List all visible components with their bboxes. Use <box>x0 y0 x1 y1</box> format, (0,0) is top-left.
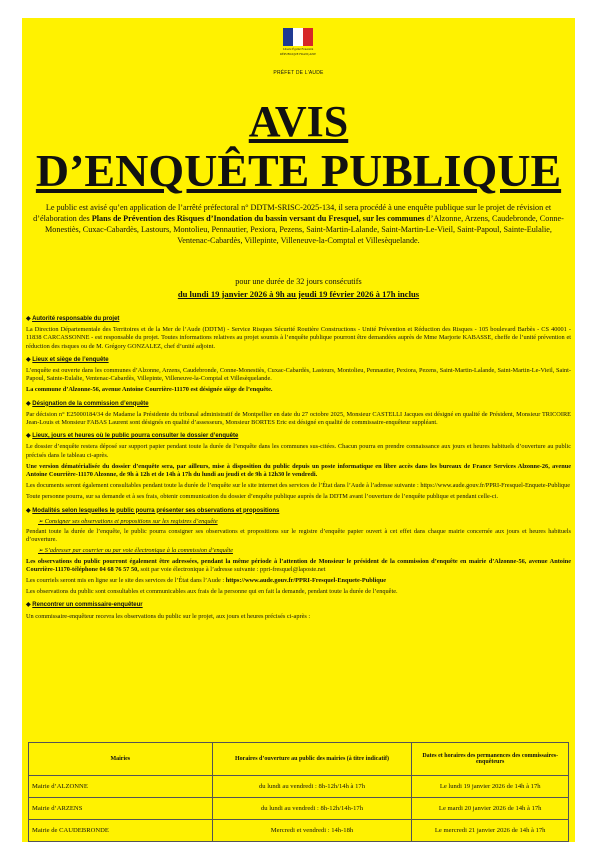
table-cell: Mairie de CAUDEBRONDE <box>29 820 213 842</box>
table-row <box>29 820 569 842</box>
enquete-dates: du lundi 19 janvier 2026 à 9h au jeudi 19 février 2026 à 17h inclus <box>177 289 420 299</box>
table-cell: du lundi au vendredi : 8h-12h/14h à 17h <box>212 776 412 798</box>
header-permanences: Dates et horaires des permanences des commissaires-enquêteurs <box>412 743 569 776</box>
motto: Liberté Égalité Fraternité <box>282 47 314 51</box>
rencontre-text: Un commissaire-enquêteur recevra les observations du public sur le projet, aux jours et heures précisés ci-après : <box>26 612 311 620</box>
consultation-text: Le dossier d’enquête restera déposé sur support papier pendant toute la durée de l’enquête dans les communes sus-citées. Chacun pourra en prendre connaissance aux jours et heures habituels d’ouverture au public précisés dans le tableau ci-après. <box>26 443 571 459</box>
digital-text: Une version dématérialisée du dossier d’enquête sera, par ailleurs, mise à disposition du public depuis un poste informatique en libre accès dans les bureaux de France Services Alzonne-26, avenue Antoine Courrière-11170 Alzonne, de 9h à 12h et de 14h à 17h du lundi au jeudi et de 9h à 12h30 le vendredi. <box>26 462 571 479</box>
courrier-text: Les observations du public pourront également être adressées, pendant la même période à l’attention de Monsieur le président de la commission d’enquête en mairie d’Alzonne-56, avenue Antoine Courrière-11170-téléphone 04 68 76 57 50, soit par voie électronique à l’adresse suivante : ppri-fresquel@laposte.net <box>26 557 571 573</box>
table-cell: Mercredi et vendredi : 14h-18h <box>212 820 412 842</box>
registres-text: Pendant toute la durée de l’enquête, le public pourra consigner ses observations et propositions sur le registre d’enquête papier ouvert à cet effet dans chaque mairie concernée aux jours et heures habituels d’ouverture. <box>26 528 571 544</box>
intro-bold: Plans de Prévention des Risques d’Inondation du bassin versant du Fresquel, sur les communes <box>91 214 425 223</box>
section-rencontre: ◆ Rencontrer un commissaire-enquêteur <box>26 602 143 609</box>
table-cell: Mairie d’ARZENS <box>29 798 213 820</box>
header-mairies: Mairies <box>29 743 213 776</box>
table-header-row <box>29 743 569 776</box>
section-autorite: ◆ Autorité responsable du projet <box>26 316 120 322</box>
courriels-link[interactable]: https://www.aude.gouv.fr/PPRI-Fresquel-Enquete-Publique <box>225 577 386 585</box>
copy-text: Toute personne pourra, sur sa demande et à ses frais, obtenir communication du dossier d’enquête publique auprès de la DDTM avant l’ouverture de l’enquête publique et pendant celle-ci. <box>26 493 499 501</box>
permanences-table <box>28 742 569 842</box>
notice-body <box>26 310 571 624</box>
intro-communes: d’Alzonne, Arzens, Caudebronde, Conne-Monestiès, Cuxac-Cabardès, Lastours, Montolieu, Pennautier, Pexiora, Pezens, Saint-Martin-Lalande, Saint-Martin-Le-Vieil, Saint-Papoul, Sainte-Eulalie, Ventenac-Cabardès, Villepinte, Villeneuve-la-Comptal et Villesèquelande. <box>45 214 564 245</box>
sub-courrier: ➢ S’adresser par courrier ou par voie électronique à la commission d’enquête <box>38 547 233 555</box>
duration: pour une durée de 32 jours consécutifs <box>235 277 362 286</box>
prefecture-logo <box>265 28 331 56</box>
prefet-label: PRÉFET DE L'AUDE <box>273 70 324 76</box>
consultation-link[interactable]: https://www.aude.gouv.fr/PPRI-Fresquel-Enquete-Publique <box>420 482 571 490</box>
section-lieux: ◆ Lieux et siège de l’enquête <box>26 356 109 363</box>
table-cell: du lundi au vendredi : 8h-12h/14h-17h <box>212 798 412 820</box>
consultables-text: Les observations du public sont consultables et communicables aux frais de la personne qui en fait la demande, pendant toute la durée de l’enquête. <box>26 588 398 596</box>
intro-text: Le public est avisé qu’en application de l’arrêté préfectoral n° DDTM-SRISC-2025-134, il sera procédé à une enquête publique sur le projet de révision et d’élaboration des <box>33 203 552 223</box>
section-observations: ◆ Modalités selon lesquelles le public pourra présenter ses observations et propositions <box>26 507 280 514</box>
online-text: Les documents seront également consultables pendant toute la durée de l’enquête sur le site internet des services de l’État dans l’Aude à l’adresse suivante : https://www.aude.gouv.fr/PPRI-Fresquel-Enquete-Publique <box>26 482 571 490</box>
sub-registres: ➢ Consigner ses observations et propositions sur les registres d’enquête <box>38 517 218 525</box>
title-enquete: D’ENQUÊTE PUBLIQUE <box>35 145 562 196</box>
siege-text: La commune d’Alzonne-56, avenue Antoine Courrière-11170 est désignée siège de l’enquête. <box>26 386 273 394</box>
courriels-text: Les courriels seront mis en ligne sur le site des services de l’État dans l’Aude : https://www.aude.gouv.fr/PPRI-Fresquel-Enquete-Publique <box>26 577 386 585</box>
section-commission: ◆ Désignation de la commission d’enquête <box>26 400 149 407</box>
commission-text: Par décision n° E25000184/34 de Madame la Présidente du tribunal administratif de Montpellier en date du 27 octobre 2025, Monsieur CASTELLI Jacques est désigné en qualité de Président, Monsieur TRICOIRE Jean-Louis et Monsieur FABAS Laurent sont désignés en qualité d’assesseurs, Monsieur BORTES Eric est désigné en qualité de commissaire-enquêteur suppléant. <box>26 410 571 427</box>
table-row <box>29 798 569 820</box>
marianne-logo <box>283 28 313 46</box>
table-cell: Mairie d’ALZONNE <box>29 776 213 798</box>
lieux-text: L’enquête est ouverte dans les communes d’Alzonne, Arzens, Caudebronde, Conne-Monestiès, Cuxac-Cabardès, Lastours, Montolieu, Pennautier, Pexiora, Pezens, Saint-Martin-Lalande, Saint-Martin-Le-Vieil, Saint-Papoul, Sainte-Eulalie, Ventenac-Cabardès, Villepinte, Villeneuve-la-Comptal et Villesèquelande. <box>26 367 571 383</box>
table-cell: Le mercredi 21 janvier 2026 de 14h à 17h <box>412 820 569 842</box>
autorite-text: La Direction Départementale des Territoires et de la Mer de l’Aude (DDTM) - Service Risques Sécurité Routière Constructions - Unité Prévention et Réduction des Risques - 105 boulevard Barbès - CS 40001 - 11838 CARCASSONNE - est responsable du projet. Toutes informations relatives au projet soumis à l’enquête publique pourront être demandées auprès de Mme Marjorie KABASSE, cheffe de l’unité prévention et réduction des risques ou de M. Grégory GONZALEZ, chef d’unité adjoint. <box>26 326 571 350</box>
table-cell: Le mardi 20 janvier 2026 de 14h à 17h <box>412 798 569 820</box>
intro-paragraph <box>28 202 569 246</box>
header-horaires: Horaires d’ouverture au public des mairies (à titre indicatif) <box>212 743 412 776</box>
title-avis: AVIS <box>248 97 349 146</box>
republique-label: RÉPUBLIQUE FRANÇAISE <box>279 52 317 56</box>
section-consultation: ◆ Lieux, jours et heures où le public pourra consulter le dossier d’enquête <box>26 433 239 440</box>
table-row <box>29 776 569 798</box>
notice-sheet <box>22 18 575 842</box>
table-cell: Le lundi 19 janvier 2026 de 14h à 17h <box>412 776 569 798</box>
